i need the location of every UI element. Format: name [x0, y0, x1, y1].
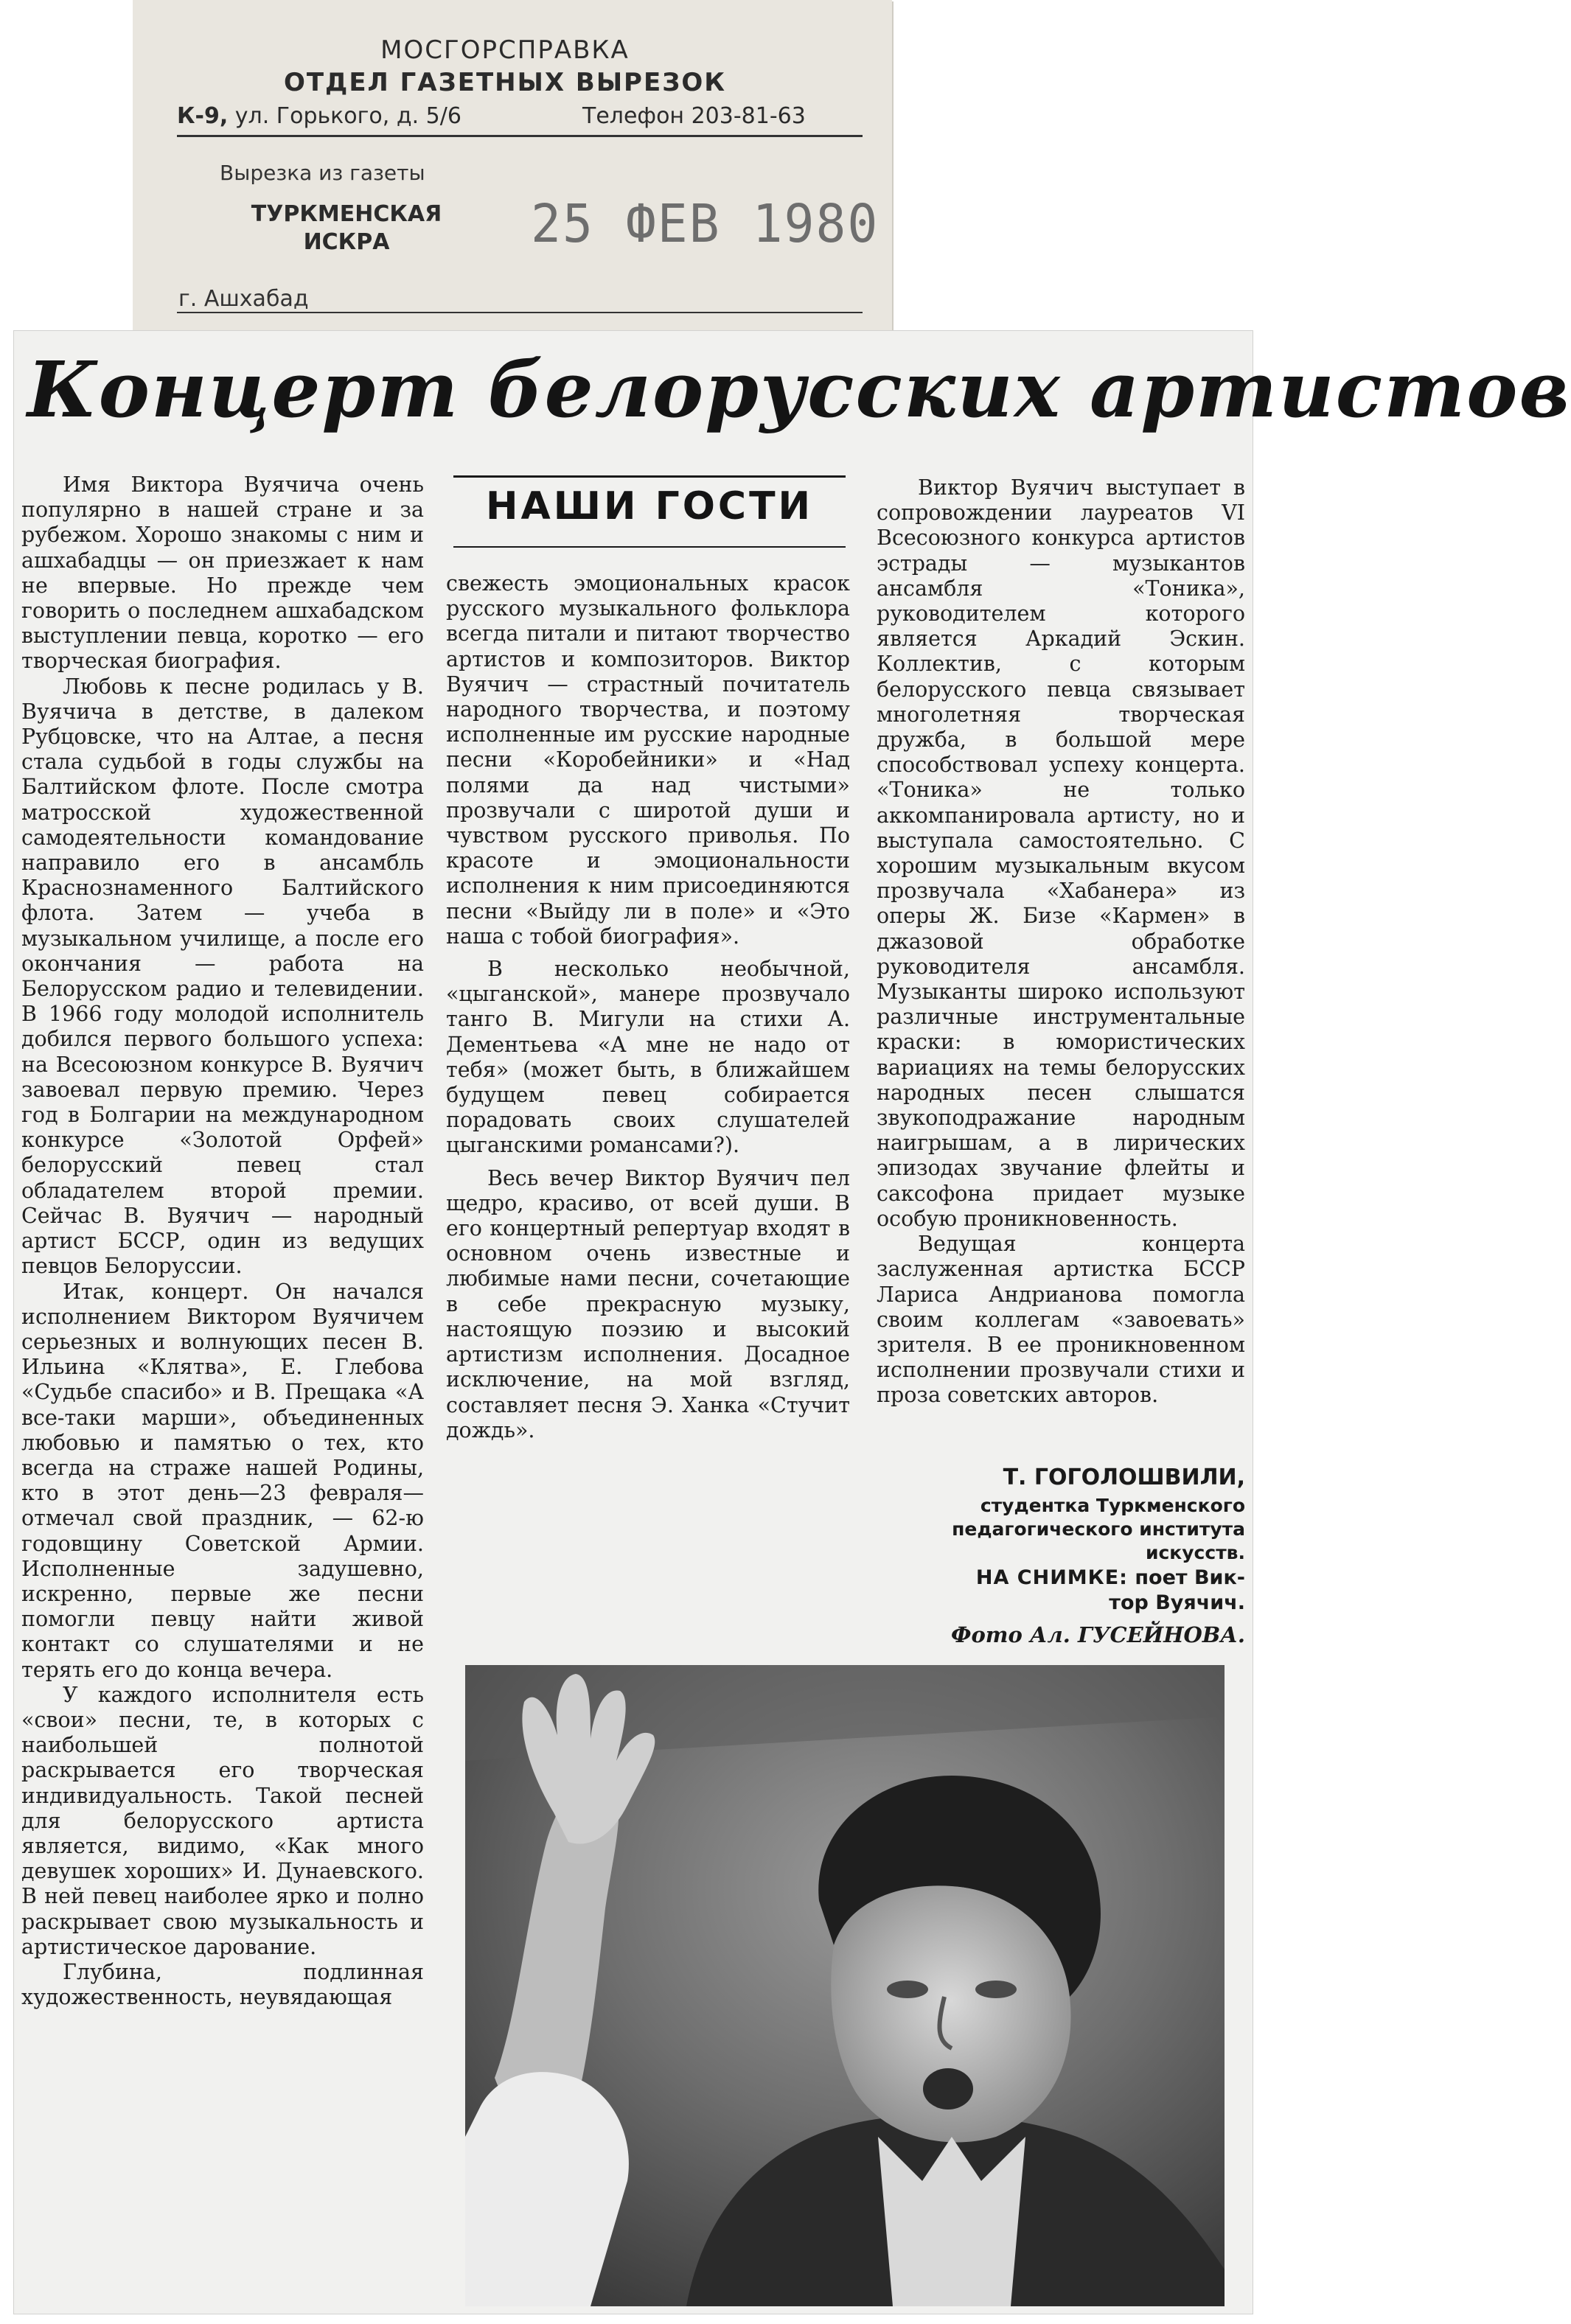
paragraph: свежесть эмоциональных красок русского музыкального фольклора всегда питали и питают творчество артистов и композиторов. Виктор Вуячич — страстный почитатель народного творчества, и поэтому исполненные им русские народные песни «Коробейники» и «Над полями да над чистыми» прозвучали с широтой души и чувством русского приволья. По красоте и эмоциональности исполнения к ним присоединяются песни «Выйду ли в поле» и «Это наша с тобой биография». [446, 571, 850, 949]
address-street: ул. Горького, д. 5/6 [234, 103, 461, 129]
rubric-rule [453, 475, 846, 478]
column-right [877, 475, 1245, 1409]
author-name: Т. ГОГОЛОШВИЛИ, [1003, 1465, 1245, 1490]
rubric: НАШИ ГОСТИ [485, 484, 814, 528]
service-name: МОСГОРСПРАВКА [380, 35, 630, 65]
address [177, 103, 461, 129]
newspaper-name-line1: ТУРКМЕНСКАЯ [251, 201, 442, 227]
caption-label: НА СНИМКЕ: [975, 1566, 1128, 1589]
author-affiliation [869, 1494, 1245, 1565]
affiliation-line: студентка Туркменского [980, 1495, 1245, 1516]
paragraph: Виктор Вуячич выступает в сопровождении лауреатов VI Всесоюзного конкурса артистов эстрады — музыкантов ансамбля «Тоника», руководителем которого является Аркадий Эскин. Коллектив, с которым белорусского певца связывает многолетняя творческая дружба, в большой мере способствовал успеху концерта. «Тоника» не только аккомпанировала артисту, но и выступала самостоятельно. С хорошим музыкальным вкусом прозвучала «Хабанера» из оперы Ж. Бизе «Кармен» в джазовой обработке руководителя ансамбля. Музыканты широко используют различные инструментальные краски: в юмористических вариациях на темы белорусских народных песен слышатся звукоподражание народным наигрышам, а в лирических эпизодах звучание флейты и саксофона придает музыке особую проникновенность. [877, 475, 1245, 1231]
singer-photo [465, 1665, 1225, 2306]
rubric-rule [453, 546, 846, 548]
newspaper-clipping [13, 330, 1571, 2314]
affiliation-line: искусств. [1145, 1542, 1245, 1563]
shirt-collar [878, 2137, 1025, 2306]
date-stamp: 25 ФЕВ 1980 [531, 194, 879, 255]
clipping-service-slip [133, 0, 892, 346]
department-name: ОТДЕЛ ГАЗЕТНЫХ ВЫРЕЗОК [283, 68, 727, 97]
paragraph: В несколько необычной, «цыганской», манере прозвучало танго В. Мигули на стихи А. Дементьева «А мне не надо от тебя» (может быть, в ближайшем будущем певец собирается порадовать своих слушателей цыганскими романсами?). [446, 957, 850, 1158]
caption-text: тор Вуячич. [1109, 1591, 1245, 1614]
paragraph: У каждого исполнителя есть «свои» песни, те, в которых с наибольшей полнотой раскрывается его творческая индивидуальность. Такой песней для белорусского артиста является, видимо, «Как много девушек хороших» И. Дунаевского. В ней певец наиболее ярко и полно раскрывает свою музыкальность и артистическое дарование. [21, 1682, 424, 1959]
photo-caption [869, 1566, 1245, 1616]
newspaper-name-line2: ИСКРА [303, 229, 390, 255]
paragraph: Имя Виктора Вуячича очень популярно в нашей стране и за рубежом. Хорошо знакомы с ним и ашхабадцы — он приезжает к нам не впервые. Но прежде чем говорить о последнем ашхабадском выступлении певца, коротко — его творческая биография. [21, 472, 424, 674]
paragraph: Ведущая концерта заслуженная артистка БССР Лариса Андрианова помогла своим коллегам «завоевать» зрителя. В ее проникновенном исполнении прозвучали стихи и проза советских авторов. [877, 1232, 1245, 1408]
affiliation-line: педагогического института [952, 1518, 1245, 1540]
address-code: К-9, [177, 103, 229, 129]
headline: Концерт белорусских артистов [27, 344, 1571, 435]
caption-text: поет Вик- [1135, 1566, 1245, 1589]
photo-credit: Фото Ал. ГУСЕЙНОВА. [950, 1622, 1245, 1647]
slip-divider [177, 312, 863, 313]
eye [887, 1981, 928, 1998]
paragraph: Весь вечер Виктор Вуячич пел щедро, красиво, от всей души. В его концертный репертуар входят в основном очень известные и любимые нами песни, сочетающие в себе прекрасную музыку, настоящую поэзию и высокий артистизм исполнения. Досадное исключение, на мой взгляд, составляет песня Э. Ханка «Стучит дождь». [446, 1165, 850, 1442]
paragraph: Любовь к песне родилась у В. Вуячича в детстве, в далеком Рубцовске, что на Алтае, а песня стала судьбой в годы службы на Балтийском флоте. После смотра матросской художественной самодеятельности командование направило его в ансамбль Краснознаменного Балтийского флота. Затем — учеба в музыкальном училище, а после его окончания — работа на Белорусском радио и телевидении. В 1966 году молодой исполнитель добился первого большого успеха: на Всесоюзном конкурсе В. Вуячич завоевал первую премию. Через год в Болгарии на международном конкурсе «Золотой Орфей» белорусский певец стал обладателем второй премии. Сейчас В. Вуячич — народный артист БССР, один из ведущих певцов Белоруссии. [21, 674, 424, 1279]
paragraph: Глубина, подлинная художественность, неувядающая [21, 1959, 424, 2010]
open-mouth [923, 2068, 973, 2110]
slip-divider [177, 135, 863, 137]
column-middle [446, 571, 850, 1443]
city: г. Ашхабад [178, 286, 309, 312]
phone-number: Телефон 203-81-63 [582, 103, 806, 129]
newspaper-name [236, 200, 457, 257]
eye [975, 1981, 1017, 1998]
clip-label: Вырезка из газеты [220, 161, 425, 185]
paragraph: Итак, концерт. Он начался исполнением Виктором Вуячичем серьезных и волнующих песен В. Ильина «Клятва», Е. Глебова «Судьбе спасибо» и В. Прещака «А все-таки марши», объединенных любовью и памятью о тех, кто всегда на страже нашей Родины, кто в этот день—23 февраля—отмечал свой праздник, — 62-ю годовщину Советской Армии. Исполненные задушевно, искренно, первые же песни помогли певцу найти живой контакт со слушателями и не терять его до конца вечера. [21, 1279, 424, 1682]
column-left [21, 472, 424, 2010]
